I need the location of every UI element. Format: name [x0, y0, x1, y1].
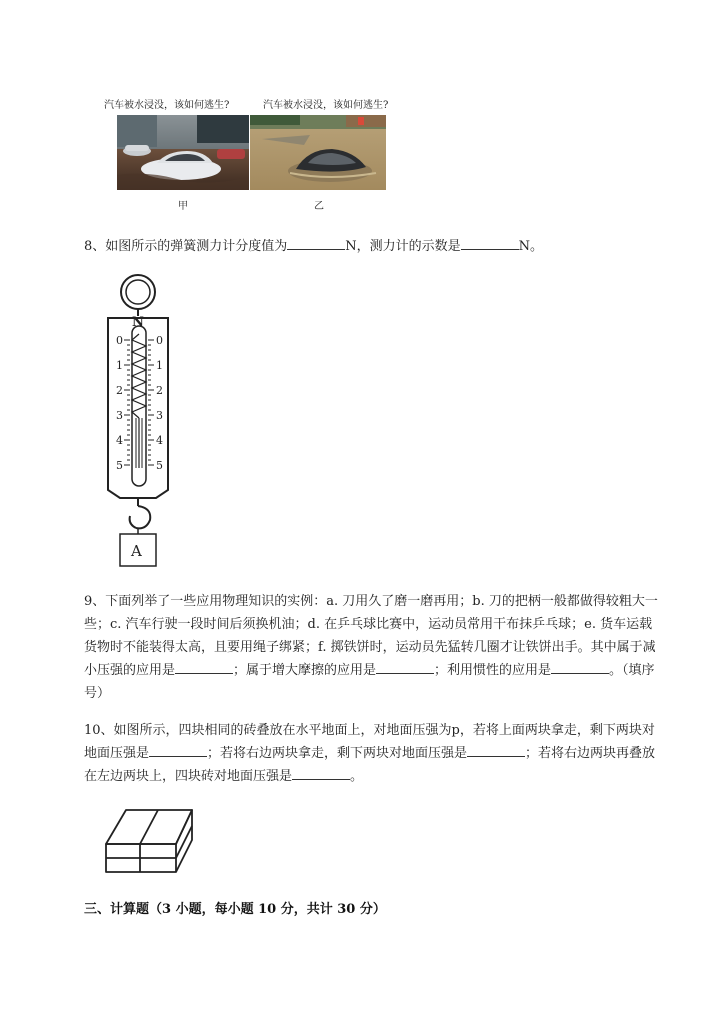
- photo-right-label: 乙: [314, 201, 324, 212]
- q8-blank-reading[interactable]: [461, 236, 519, 250]
- scale-unit-label: N: [132, 315, 144, 330]
- scale-left-tick-4: 4: [116, 434, 123, 447]
- q10-blank-2[interactable]: [467, 743, 525, 757]
- q9-text-a: 小压强的应用是: [84, 663, 176, 678]
- q10-text-e: 。: [350, 769, 364, 784]
- scale-left-tick-2: 2: [116, 384, 123, 397]
- spring-scale-figure: [100, 272, 190, 572]
- scale-right-tick-0: 0: [156, 334, 163, 347]
- scale-left-tick-5: 5: [116, 459, 123, 472]
- scale-right-tick-3: 3: [156, 409, 163, 422]
- weight-label: A: [131, 542, 142, 560]
- q9-line-1: 9、下面列举了一些应用物理知识的实例：a. 刀用久了磨一磨再用；b. 刀的把柄一般都做得较粗大一: [84, 594, 658, 609]
- flooded-car-photo-right: [250, 115, 386, 190]
- q10-line-3: [84, 765, 684, 788]
- q10-text-b: ；若将右边两块拿走，剩下两块对地面压强是: [207, 746, 468, 761]
- question-10: [84, 719, 684, 788]
- q10-line-1: 10、如图所示，四块相同的砖叠放在水平地面上，对地面压强为p，若将上面两块拿走，剩下两块对: [84, 723, 655, 738]
- q8-text-b: N，测力计的示数是: [345, 239, 461, 254]
- q10-text-c: ；若将右边两块再叠放: [525, 746, 656, 761]
- scale-left-tick-3: 3: [116, 409, 123, 422]
- q8-text-c: N。: [518, 239, 544, 254]
- section-3-heading: 三、计算题（3 小题，每小题 10 分，共计 30 分）: [84, 902, 386, 917]
- flooded-car-photo-left: [117, 115, 249, 190]
- question-9: [84, 590, 684, 705]
- q9-text-b: ；属于增大摩擦的应用是: [233, 663, 377, 678]
- q10-blank-3[interactable]: [292, 766, 350, 780]
- photo-left-caption: 汽车被水浸没，该如何逃生?: [104, 100, 230, 111]
- q10-text-d: 在左边两块上，四块砖对地面压强是: [84, 769, 293, 784]
- q9-text-d: 。（填序: [609, 663, 655, 678]
- q9-line-2: 些；c. 汽车行驶一段时间后须换机油；d. 在乒乓球比赛中，运动员常用干布抹乒乓球；e. 货车运载: [84, 617, 653, 632]
- scale-left-tick-1: 1: [116, 359, 123, 372]
- question-8: [84, 235, 543, 258]
- q9-text-c: ；利用惯性的应用是: [434, 663, 552, 678]
- q8-blank-division[interactable]: [287, 236, 345, 250]
- q9-blank-pressure[interactable]: [175, 660, 233, 674]
- q10-line-2: [84, 742, 684, 765]
- scale-right-tick-5: 5: [156, 459, 163, 472]
- q10-text-a: 地面压强是: [84, 746, 150, 761]
- q9-blank-inertia[interactable]: [551, 660, 609, 674]
- bricks-figure: [100, 806, 200, 876]
- scale-right-tick-1: 1: [156, 359, 163, 372]
- scale-right-tick-2: 2: [156, 384, 163, 397]
- q9-blank-friction[interactable]: [376, 660, 434, 674]
- scale-right-tick-4: 4: [156, 434, 163, 447]
- q9-line-4: [84, 659, 684, 682]
- photo-left-label: 甲: [178, 201, 188, 212]
- photo-right-caption: 汽车被水浸没，该如何逃生?: [263, 100, 389, 111]
- q10-blank-1[interactable]: [149, 743, 207, 757]
- q8-text-a: 8、如图所示的弹簧测力计分度值为: [84, 239, 288, 254]
- q9-line-5: 号）: [84, 686, 111, 701]
- scale-left-tick-0: 0: [116, 334, 123, 347]
- q9-line-3: 货物时不能装得太高，且要用绳子绑紧；f. 掷铁饼时，运动员先猛转几圈才让铁饼出手。其中属于减: [84, 640, 656, 655]
